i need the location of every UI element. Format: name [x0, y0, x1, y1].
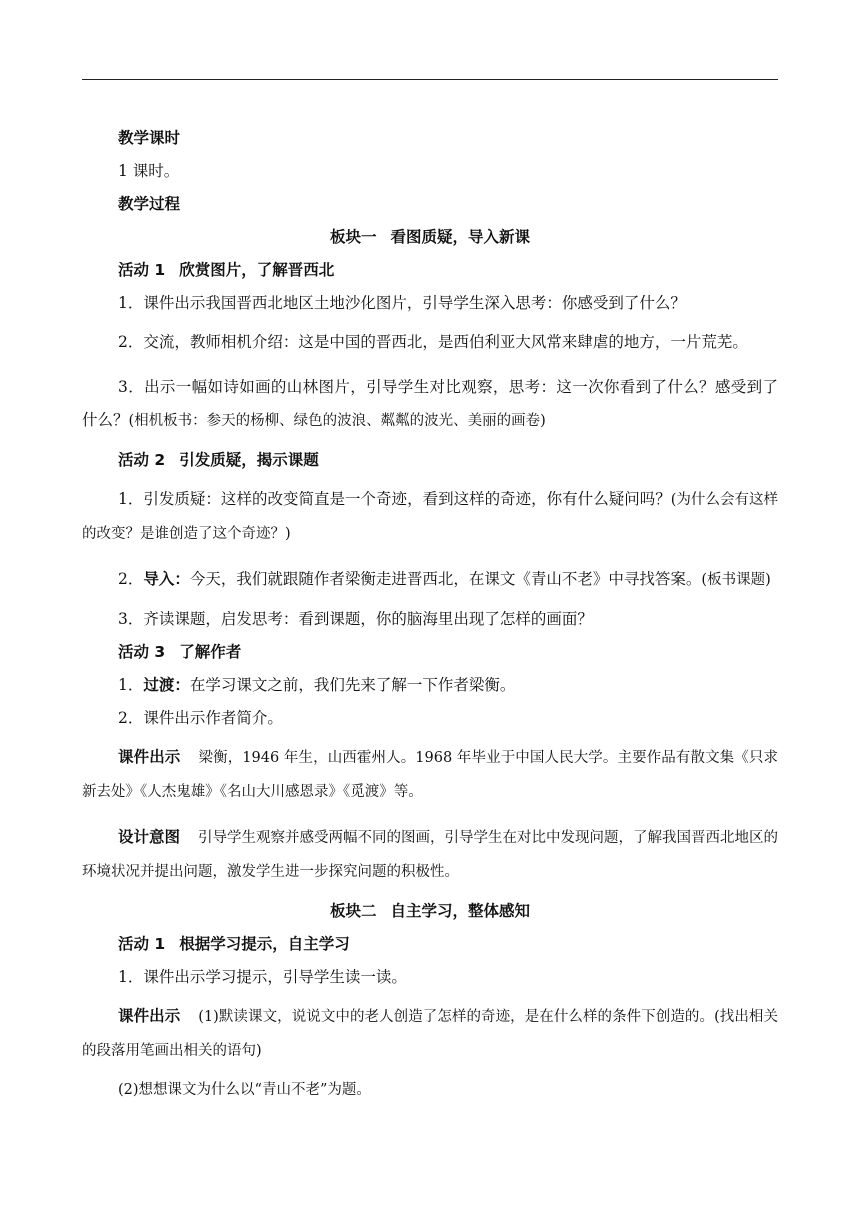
- b1-activity2-title: [82, 450, 778, 471]
- b1-activity1-item3-text: 3．出示一幅如诗如画的山林图片，引导学生对比观察，思考：这一次你看到了什么？感受到了什么？: [82, 378, 778, 429]
- teaching-hours-value: 1 课时。: [118, 162, 180, 180]
- b1-activity3-item1-text: 在学习课文之前，我们先来了解一下作者梁衡。: [189, 676, 516, 694]
- b1-activity3-label: 活动 3: [118, 643, 166, 661]
- b2-activity1-heading: 根据学习提示，自主学习: [179, 935, 350, 953]
- b1-activity2-heading: 引发质疑，揭示课题: [179, 451, 319, 469]
- b1-activity2-label: 活动 2: [118, 451, 166, 469]
- b1-activity3-item2: 2．课件出示作者简介。: [118, 709, 283, 727]
- b1-activity2-item1-text: 1．引发质疑：这样的改变简直是一个奇迹，看到这样的奇迹，你有什么疑问吗？: [118, 490, 671, 508]
- document-body: [82, 128, 778, 1113]
- b1-activity3-item1-prefix: 1．: [118, 676, 144, 694]
- b1-activity2-item2-bold: 导入：: [143, 570, 190, 588]
- block2-title: [82, 901, 778, 922]
- heading-teaching-hours: 教学课时: [118, 129, 181, 147]
- b2-activity1-label: 活动 1: [118, 935, 166, 953]
- b1-activity3-courseware: [82, 741, 778, 809]
- design-intent: [82, 821, 778, 889]
- b2-activity1-courseware-label: 课件出示: [118, 1007, 181, 1025]
- block1-heading: 看图质疑，导入新课: [390, 228, 531, 246]
- b2-activity1-title: [82, 934, 778, 955]
- b1-activity2-item2-note: (板书课题): [701, 572, 771, 588]
- block1-label: 板块一: [329, 228, 377, 246]
- b1-activity1-label: 活动 1: [118, 261, 166, 279]
- b1-activity2-item1-note: (为什么会有这样的改变？是谁创造了这个奇迹？): [82, 492, 778, 542]
- b1-activity3-courseware-text: 梁衡，1946 年生，山西霍州人。1968 年毕业于中国人民大学。主要作品有散文集《只求新去处》《人杰鬼雄》《名山大川感恩录》《觅渡》等。: [82, 750, 778, 800]
- b1-activity3-heading: 了解作者: [179, 643, 242, 661]
- header-rule: [82, 79, 778, 80]
- b1-activity3-title: [82, 642, 778, 663]
- block1-title: [82, 227, 778, 248]
- b1-activity2-item3: 3．齐读课题，启发思考：看到课题，你的脑海里出现了怎样的画面？: [118, 610, 593, 628]
- heading-teaching-process: 教学过程: [118, 195, 181, 213]
- b1-activity3-item1-bold: 过渡：: [143, 676, 190, 694]
- b2-activity1-courseware-text: (1)默读课文，说说文中的老人创造了怎样的奇迹，是在什么样的条件下创造的。(找出相关的段落用笔画出相关的语句): [82, 1009, 778, 1059]
- b2-activity1-courseware-item2: (2)想想课文为什么以“青山不老”为题。: [118, 1082, 371, 1098]
- block2-heading: 自主学习，整体感知: [390, 902, 531, 920]
- b1-activity2-item2-prefix: 2．: [118, 570, 144, 588]
- design-intent-label: 设计意图: [118, 828, 181, 846]
- b1-activity1-title: [82, 260, 778, 281]
- b1-activity2-item1: [82, 483, 778, 551]
- design-intent-text: 引导学生观察并感受两幅不同的图画，引导学生在对比中发现问题，了解我国晋西北地区的环境状况并提出问题，激发学生进一步探究问题的积极性。: [82, 830, 779, 880]
- b1-activity2-item2-text: 今天，我们就跟随作者梁衡走进晋西北，在课文《青山不老》中寻找答案。: [189, 570, 702, 588]
- b1-activity1-item3-note: (相机板书：参天的杨柳、绿色的波浪、粼粼的波光、美丽的画卷): [128, 413, 546, 429]
- b2-activity1-courseware: [82, 1000, 778, 1068]
- b1-activity3-courseware-label: 课件出示: [118, 748, 181, 766]
- b1-activity1-item1: 1．课件出示我国晋西北地区土地沙化图片，引导学生深入思考：你感受到了什么？: [118, 294, 686, 312]
- b1-activity2-item2: [82, 563, 778, 597]
- b2-activity1-item1: 1．课件出示学习提示，引导学生读一读。: [118, 968, 407, 986]
- b1-activity1-item2: 2．交流，教师相机介绍：这是中国的晋西北，是西伯利亚大风常来肆虐的地方，一片荒芜。: [118, 333, 748, 351]
- b1-activity1-item3: [82, 371, 778, 438]
- b1-activity1-heading: 欣赏图片，了解晋西北: [179, 261, 335, 279]
- block2-label: 板块二: [329, 902, 377, 920]
- b1-activity3-item1: [82, 675, 778, 696]
